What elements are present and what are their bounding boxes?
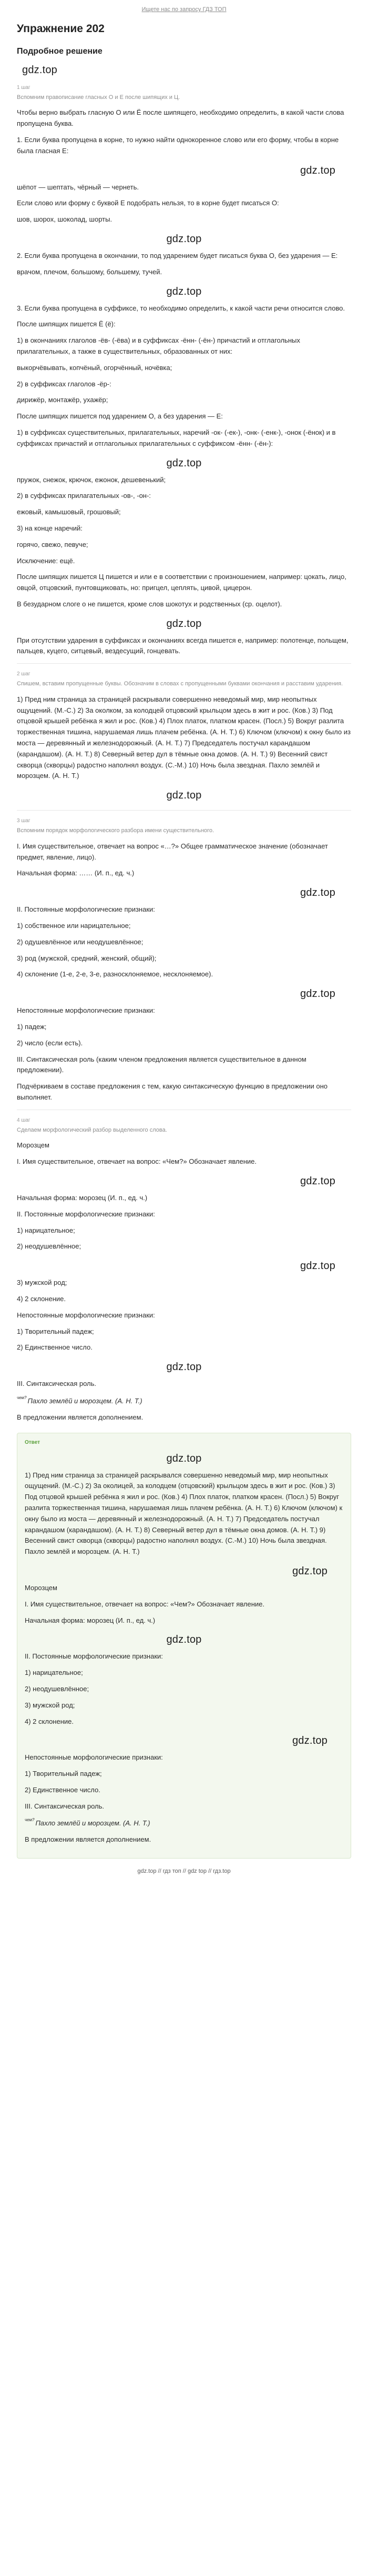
step-label: 4 шаг	[17, 1117, 30, 1123]
scheme-sentence: Пахло землёй и морозцем. (А. Н. Т.)	[35, 1819, 150, 1828]
answer-text: 1) Пред ним страница за страницей раскрывался совершенно неведомый мир, мир неопытных ощущений. (М.-С.) 2) За околицей, за колодцем (отцовский) крыльцом здесь в жит и рос. (Ков.) 3) Под отцовой крышей ребёнка я жил и рос. (Ков.) 4) Плох платок, платком красен. (Посл.) 5) Вокруг разлита торжественная тишина, нарушаемая лишь плачем ребёнка. (А. Н. Т.) 6) Ключом (ключом) к окну было из моста — деревянный и железнодорожный. (А. Н. Т.) 7) Председатель постучал карандашом (карандашом). (А. Н. Т.) 8) Северный ветер дул в тёмные окна домов. (А. Н. Т.) 9) Весенний свист скворца (скворцы) радостно наполнял воздух. (С.-М.) 10) Ночь была звездная. Пахло землёй и морозцем. (А. Н. Т.)	[25, 1471, 343, 1556]
paragraph: 1) Творительный падеж;	[25, 1770, 102, 1778]
paragraph: I. Имя существительное, отвечает на вопрос «…?» Общее грамматическое значение (обозначает предмет, явление, лицо).	[17, 842, 328, 861]
example-line: дирижёр, монтажёр, ухажёр;	[17, 396, 108, 404]
paragraph: 3) мужской род;	[17, 1279, 67, 1287]
paragraph: 1) в окончаниях глаголов -ёв- (-ёва) и в суффиксах -ённ- (-ён-) причастий и отглагольных прилагательных, а также в существительных, образованных от них:	[17, 336, 300, 355]
paragraph: 1) в суффиксах существительных, прилагательных, наречий -ок- (-ек-), -онк- (-енк-), -онок (-ёнок) и в суффиксах причастий и отглагольных прилагательных с суффиксом -ённ- (-ён-):	[17, 428, 336, 447]
paragraph: После шипящих пишется под ударением О, а без ударения — Е:	[17, 412, 223, 421]
paragraph: 1) нарицательное;	[25, 1669, 83, 1677]
watermark: gdz.top	[166, 233, 202, 245]
paragraph: 1) нарицательное;	[17, 1226, 75, 1234]
watermark: gdz.top	[166, 285, 202, 297]
exercise-text: 1) Пред ним страница за страницей раскрывали совершенно неведомый мир, мир неопытных ощущений. (М.-С.) 2) За околком, за колодцей отцовский крыльцом здесь в жит и рос. (Ков.) 3) Под отцовой крышей ребёнка я жил и рос. (Ков.) 4) Плох платок, платком красен. (Посл.) 5) Вокруг разлита торжественная тишина, нарушаемая лишь плачем ребёнка. (А. Н. Т.) 6) Ключом (ключом) к окну было из моста — деревянный и железнодорожный. (А. Н. Т.) 7) Председатель постучал карандашом (карандашом). (А. Н. Т.) 8) Северный ветер дул в тёмные окна домов. (А. Н. Т.) 9) Весенний свист скворца (скворцы) радостно наполнял воздух. (С.-М.) 10) Ночь была звездная. Пахло землёй и морозцем. (А. Н. Т.)	[17, 695, 351, 780]
paragraph: 1) Творительный падеж;	[17, 1327, 94, 1335]
paragraph: В безударном слоге о не пишется, кроме слов шокотух и родственных (ср. оцелот).	[17, 600, 282, 608]
watermark: gdz.top	[300, 887, 335, 899]
paragraph: I. Имя существительное, отвечает на вопрос: «Чем?» Обозначает явление.	[25, 1600, 265, 1608]
footer-links[interactable]: gdz.top // гдз топ // gdz top // гдз.top	[137, 1868, 231, 1875]
watermark: gdz.top	[300, 988, 335, 1000]
watermark: gdz.top	[300, 1175, 335, 1187]
paragraph: I. Имя существительное, отвечает на вопрос: «Чем?» Обозначает явление.	[17, 1157, 257, 1166]
step-description: Вспомним правописание гласных О и Е после шипящих и Ц.	[17, 94, 180, 101]
paragraph: В предложении является дополнением.	[25, 1835, 151, 1844]
paragraph: 1) падеж;	[17, 1023, 47, 1031]
step-description: Вспомним порядок морфологического разбора имени существительного.	[17, 827, 214, 834]
paragraph: После шипящих пишется Ё (ё):	[17, 320, 116, 328]
watermark: gdz.top	[300, 164, 335, 176]
example-line: шов, шорох, шоколад, шорты.	[17, 215, 113, 224]
paragraph: Морозцем	[17, 1141, 49, 1150]
watermark: gdz.top	[300, 1260, 335, 1272]
paragraph: Непостоянные морфологические признаки:	[17, 1311, 155, 1319]
paragraph: Начальная форма: морозец (И. п., ед. ч.)	[17, 1193, 148, 1202]
example-line: ежовый, камышовый, грошовый;	[17, 508, 121, 516]
paragraph: Морозцем	[25, 1583, 57, 1592]
paragraph: 2) Единственное число.	[25, 1785, 100, 1794]
example-line: врачом, плечом, большому, большему, тучей.	[17, 267, 162, 276]
paragraph: 3) род (мужской, средний, женский, общий);	[17, 954, 157, 962]
paragraph: II. Постоянные морфологические признаки:	[17, 1210, 155, 1218]
paragraph: 2. Если буква пропущена в окончании, то под ударением будет писаться буква О, без ударения — Е:	[17, 251, 338, 259]
example-line: горячо, свежо, певуче;	[17, 540, 88, 548]
paragraph: 2) одушевлённое или неодушевлённое;	[17, 937, 144, 946]
divider	[17, 810, 351, 811]
divider	[17, 663, 351, 664]
watermark: gdz.top	[166, 1452, 202, 1464]
paragraph: 2) число (если есть).	[17, 1039, 83, 1047]
paragraph: 1) собственное или нарицательное;	[17, 922, 131, 930]
paragraph: Подчёркиваем в составе предложения с тем, какую синтаксическую функцию в предложении оно выполняет.	[17, 1082, 328, 1101]
paragraph: III. Синтаксическая роль (каким членом предложения является существительное в данном предложении).	[17, 1055, 306, 1074]
paragraph: 2) в суффиксах глаголов -ёр-:	[17, 380, 111, 388]
paragraph: 4) склонение (1-е, 2-е, 3-е, разносклоняемое, несклоняемое).	[17, 970, 213, 979]
paragraph: Непостоянные морфологические признаки:	[17, 1006, 155, 1015]
sentence-scheme	[25, 1817, 343, 1829]
paragraph: 3) на конце наречий:	[17, 524, 83, 532]
watermark: gdz.top	[166, 457, 202, 469]
step-label: 2 шаг	[17, 671, 30, 677]
step-label: 3 шаг	[17, 818, 30, 824]
paragraph: После шипящих пишется Ц пишется и или е в соответствии с произношением, например: цокать, лицо, овцой, отцовский, пунтовщиковать, но: пригцел, цеплять, цивой, цицерон.	[17, 573, 346, 592]
paragraph: II. Постоянные морфологические признаки:	[17, 905, 155, 914]
paragraph: 4) 2 склонение.	[25, 1717, 74, 1725]
step-label: 1 шаг	[17, 84, 30, 91]
watermark: gdz.top	[166, 617, 202, 630]
paragraph: Непостоянные морфологические признаки:	[25, 1753, 163, 1762]
paragraph: Исключение: ещё.	[17, 556, 75, 565]
answer-tag: Ответ	[25, 1439, 40, 1445]
paragraph: При отсутствии ударения в суффиксах и окончаниях всегда пишется е, например: полотенце, польщем, пальцев, куцего, ситцевый, вездесущий, гонцевать.	[17, 636, 349, 655]
paragraph: 2) в суффиксах прилагательных -ов-, -он-:	[17, 492, 151, 500]
sentence-scheme	[17, 1395, 351, 1407]
scheme-sentence: Пахло землёй и морозцем. (А. Н. Т.)	[27, 1396, 142, 1405]
paragraph: Начальная форма: …… (И. п., ед. ч.)	[17, 869, 135, 877]
paragraph: III. Синтаксическая роль.	[17, 1380, 97, 1388]
paragraph: II. Постоянные морфологические признаки:	[25, 1652, 163, 1661]
question-mark-label: чем?	[17, 1395, 27, 1400]
example-line: выкорчёвывать, копчёный, огорчённый, ночёвка;	[17, 363, 172, 372]
paragraph: 2) Единственное число.	[17, 1343, 93, 1352]
paragraph: 2) неодушевлённое;	[17, 1242, 81, 1251]
paragraph: 2) неодушевлённое;	[25, 1684, 89, 1693]
paragraph: 4) 2 склонение.	[17, 1294, 66, 1303]
watermark: gdz.top	[166, 1634, 202, 1646]
search-hint-link[interactable]: Ищете нас по запросу ГДЗ ТОП	[141, 6, 227, 13]
paragraph: 1. Если буква пропущена в корне, то нужно найти однокоренное слово или его форму, чтобы в корне была гласная Е:	[17, 135, 339, 155]
step-description: Сделаем морфологический разбор выделенного слова.	[17, 1126, 167, 1133]
paragraph: Чтобы верно выбрать гласную О или Ё после шипящего, необходимо определить, в какой части слова пропущена буква.	[17, 108, 344, 128]
paragraph: III. Синтаксическая роль.	[25, 1802, 105, 1810]
watermark: gdz.top	[292, 1565, 328, 1577]
watermark: gdz.top	[292, 1735, 328, 1747]
watermark: gdz.top	[166, 1361, 202, 1373]
example-line: шёпот — шептать, чёрный — чернеть.	[17, 183, 139, 191]
paragraph: Если слово или форму с буквой Е подобрать нельзя, то в корне будет писаться О:	[17, 199, 279, 207]
paragraph: 3. Если буква пропущена в суффиксе, то необходимо определить, к какой части речи относится слово.	[17, 304, 345, 312]
example-line: пружок, снежок, крючок, ежонок, дешевенький;	[17, 475, 166, 484]
answer-box	[17, 1433, 351, 1859]
paragraph: Начальная форма: морозец (И. п., ед. ч.)	[25, 1616, 156, 1624]
step-description: Спишем, вставим пропущенные буквы. Обозначим в словах с пропущенными буквами окончания и расставим ударения.	[17, 681, 343, 687]
watermark: gdz.top	[166, 790, 202, 802]
page-title: Упражнение 202	[17, 22, 105, 35]
paragraph: В предложении является дополнением.	[17, 1413, 144, 1421]
question-mark-label: чем?	[25, 1818, 35, 1823]
page-subtitle: Подробное решение	[17, 47, 103, 56]
watermark: gdz.top	[22, 64, 58, 76]
paragraph: 3) мужской род;	[25, 1701, 75, 1709]
